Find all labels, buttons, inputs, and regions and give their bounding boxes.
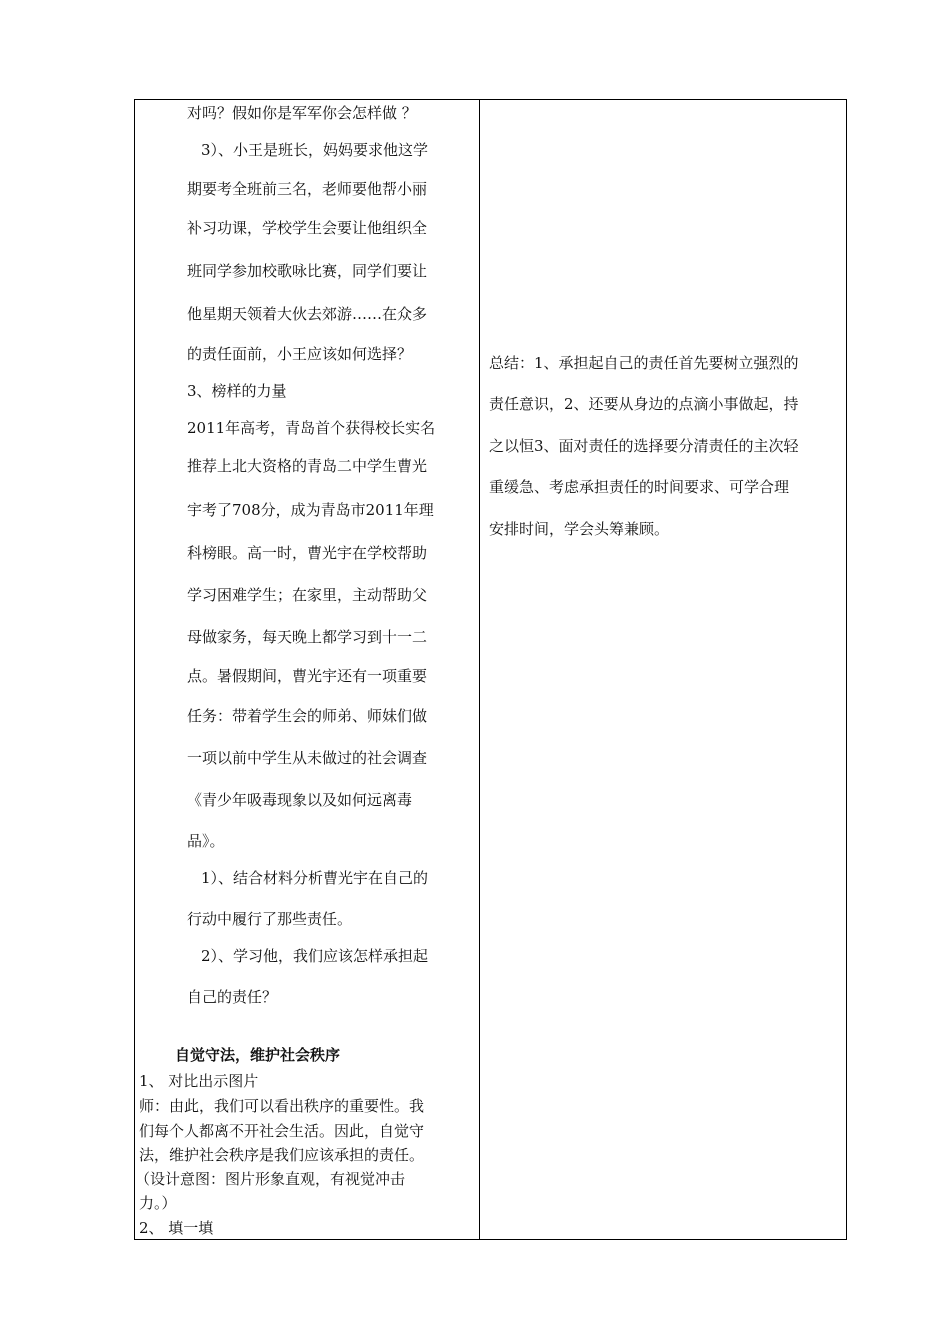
left-line: 师：由此，我们可以看出秩序的重要性。我 (139, 1097, 425, 1115)
left-line: 他星期天领着大伙去郊游……在众多 (187, 305, 428, 323)
left-line: （设计意图：图片形象直观，有视觉冲击 (135, 1170, 406, 1188)
summary-line: 责任意识，2、还要从身边的点滴小事做起，持 (489, 395, 799, 413)
left-line: 法，维护社会秩序是我们应该承担的责任。 (139, 1146, 425, 1164)
left-line: 2、 填一填 (139, 1219, 214, 1237)
left-line: 推荐上北大资格的青岛二中学生曹光 (187, 457, 428, 475)
left-line: 3、榜样的力量 (187, 382, 287, 400)
left-line: 2）、学习他，我们应该怎样承担起 (201, 947, 429, 965)
left-line: 补习功课，学校学生会要让他组织全 (187, 219, 428, 237)
left-line: 2011年高考，青岛首个获得校长实名 (187, 419, 436, 437)
left-line: 自己的责任？ (187, 988, 278, 1006)
left-line: 们每个人都离不开社会生活。因此，自觉守 (139, 1122, 425, 1140)
left-line: 3）、小王是班长，妈妈要求他这学 (201, 141, 429, 159)
left-line: 1、 对比出示图片 (139, 1072, 259, 1090)
left-line: 的责任面前，小王应该如何选择？ (187, 345, 413, 363)
summary-line: 重缓急、考虑承担责任的时间要求、可学合理 (489, 478, 790, 496)
left-line: 期要考全班前三名，老师要他帮小丽 (187, 180, 428, 198)
left-line: 行动中履行了那些责任。 (187, 910, 353, 928)
left-line: 《青少年吸毒现象以及如何远离毒 (187, 791, 413, 809)
left-line: 力。） (139, 1194, 177, 1212)
left-line: 学习困难学生；在家里，主动帮助父 (187, 586, 428, 604)
left-line: 母做家务，每天晚上都学习到十一二 (187, 628, 428, 646)
left-line: 任务：带着学生会的师弟、师妹们做 (187, 707, 428, 725)
left-line: 宇考了708分，成为青岛市2011年理 (187, 501, 434, 519)
left-line: 点。暑假期间，曹光宇还有一项重要 (187, 667, 428, 685)
summary-line: 总结：1、承担起自己的责任首先要树立强烈的 (489, 354, 799, 372)
left-line: 对吗？假如你是军军你会怎样做 ？ (187, 104, 417, 122)
left-line: 科榜眼。高一时，曹光宇在学校帮助 (187, 544, 428, 562)
section-heading: 自觉守法，维护社会秩序 (175, 1046, 341, 1064)
summary-line: 安排时间，学会头筹兼顾。 (489, 520, 670, 538)
summary-line: 之以恒3、面对责任的选择要分清责任的主次轻 (489, 437, 799, 455)
left-line: 品》。 (187, 832, 225, 850)
content-table (134, 99, 847, 1240)
left-line: 班同学参加校歌咏比赛，同学们要让 (187, 262, 428, 280)
left-line: 一项以前中学生从未做过的社会调查 (187, 749, 428, 767)
left-line: 1）、结合材料分析曹光宇在自己的 (201, 869, 429, 887)
column-divider (479, 100, 480, 1239)
